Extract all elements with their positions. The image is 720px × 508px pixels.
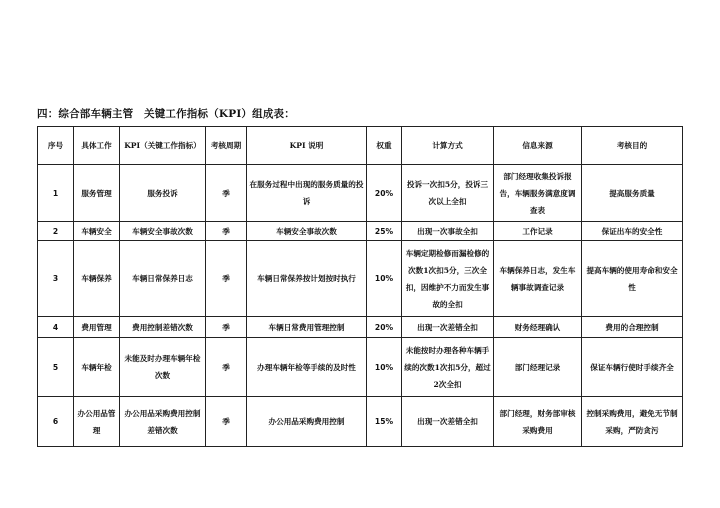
cell-task: 办公用品管理 (74, 397, 120, 447)
cell-kpi-desc: 车辆安全事故次数 (247, 222, 367, 241)
header-calc: 计算方式 (402, 127, 494, 165)
cell-kpi: 服务投诉 (120, 165, 206, 222)
cell-calc: 出现一次差错全扣 (402, 397, 494, 447)
header-kpi: KPI（关键工作指标） (120, 127, 206, 165)
cell-weight: 25% (367, 222, 402, 241)
table-row (38, 165, 683, 222)
cell-calc: 未能按时办理各种车辆手续的次数1次扣5分，超过2次全扣 (402, 338, 494, 397)
cell-source: 部门经理收集投诉报告，车辆服务满意度调查表 (494, 165, 582, 222)
cell-calc: 投诉一次扣5分，投诉三次以上全扣 (402, 165, 494, 222)
header-weight: 权重 (367, 127, 402, 165)
kpi-table (37, 126, 683, 447)
cell-index: 6 (38, 397, 74, 447)
cell-task: 车辆年检 (74, 338, 120, 397)
table-row (38, 241, 683, 317)
cell-kpi-desc: 在服务过程中出现的服务质量的投诉 (247, 165, 367, 222)
cell-weight: 15% (367, 397, 402, 447)
cell-weight: 20% (367, 317, 402, 338)
cell-weight: 20% (367, 165, 402, 222)
cell-kpi: 费用控制差错次数 (120, 317, 206, 338)
cell-index: 3 (38, 241, 74, 317)
cell-calc: 车辆定期检修而漏检修的次数1次扣5分，三次全扣，因维护不力而发生事故的全扣 (402, 241, 494, 317)
cell-period: 季 (206, 317, 247, 338)
cell-index: 1 (38, 165, 74, 222)
cell-period: 季 (206, 338, 247, 397)
cell-kpi-desc: 办理车辆年检等手续的及时性 (247, 338, 367, 397)
cell-source: 财务经理确认 (494, 317, 582, 338)
cell-calc: 出现一次事故全扣 (402, 222, 494, 241)
header-period: 考核周期 (206, 127, 247, 165)
table-row (38, 222, 683, 241)
cell-purpose: 费用的合理控制 (582, 317, 683, 338)
cell-kpi-desc: 车辆日常费用管理控制 (247, 317, 367, 338)
header-index: 序号 (38, 127, 74, 165)
cell-source: 部门经理记录 (494, 338, 582, 397)
cell-purpose: 保证车辆行使时手续齐全 (582, 338, 683, 397)
cell-task: 服务管理 (74, 165, 120, 222)
table-header-row (38, 127, 683, 165)
cell-period: 季 (206, 165, 247, 222)
cell-period: 季 (206, 397, 247, 447)
cell-purpose: 提高服务质量 (582, 165, 683, 222)
cell-period: 季 (206, 222, 247, 241)
cell-kpi: 办公用品采购费用控制差错次数 (120, 397, 206, 447)
cell-kpi: 车辆日常保养日志 (120, 241, 206, 317)
cell-period: 季 (206, 241, 247, 317)
cell-weight: 10% (367, 241, 402, 317)
cell-kpi: 车辆安全事故次数 (120, 222, 206, 241)
cell-source: 车辆保养日志，发生车辆事故调查记录 (494, 241, 582, 317)
table-row (38, 397, 683, 447)
cell-index: 5 (38, 338, 74, 397)
header-source: 信息来源 (494, 127, 582, 165)
cell-purpose: 控制采购费用，避免无节制采购，严防贪污 (582, 397, 683, 447)
cell-task: 车辆安全 (74, 222, 120, 241)
cell-weight: 10% (367, 338, 402, 397)
cell-index: 2 (38, 222, 74, 241)
cell-task: 费用管理 (74, 317, 120, 338)
cell-task: 车辆保养 (74, 241, 120, 317)
header-kpi-desc: KPI 说明 (247, 127, 367, 165)
cell-calc: 出现一次差错全扣 (402, 317, 494, 338)
cell-purpose: 保证出车的安全性 (582, 222, 683, 241)
table-row (38, 317, 683, 338)
page-heading: 四：综合部车辆主管 关键工作指标（KPI）组成表： (37, 108, 295, 120)
table-row (38, 338, 683, 397)
cell-kpi-desc: 办公用品采购费用控制 (247, 397, 367, 447)
cell-index: 4 (38, 317, 74, 338)
cell-kpi: 未能及时办理车辆年检次数 (120, 338, 206, 397)
cell-purpose: 提高车辆的使用寿命和安全性 (582, 241, 683, 317)
cell-source: 部门经理，财务部审核采购费用 (494, 397, 582, 447)
header-task: 具体工作 (74, 127, 120, 165)
cell-kpi-desc: 车辆日常保养按计划按时执行 (247, 241, 367, 317)
cell-source: 工作记录 (494, 222, 582, 241)
header-purpose: 考核目的 (582, 127, 683, 165)
